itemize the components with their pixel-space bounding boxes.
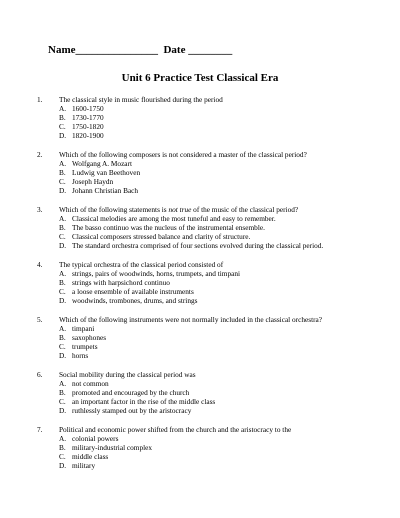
- question-number: 5.: [37, 315, 43, 325]
- question-number: 3.: [37, 205, 43, 215]
- answer-option: [37, 462, 392, 471]
- option-text: 1750-1820: [72, 121, 104, 131]
- option-text: military: [72, 460, 96, 470]
- option-letter: D.: [59, 185, 67, 195]
- option-letter: C.: [59, 286, 66, 296]
- question-5: [37, 316, 392, 361]
- option-letter: B.: [59, 222, 66, 232]
- question-text: Which of the following composers is not considered a master of the classical period?: [59, 150, 307, 160]
- answer-option: [37, 187, 392, 196]
- question-7: [37, 426, 392, 471]
- option-letter: C.: [59, 121, 66, 131]
- option-text: Ludwig van Beethoven: [72, 167, 141, 177]
- option-letter: D.: [59, 240, 67, 250]
- question-number: 6.: [37, 370, 43, 380]
- option-letter: A.: [59, 158, 67, 168]
- option-text: Wolfgang A. Mozart: [72, 158, 133, 168]
- option-text: 1600-1750: [72, 103, 104, 113]
- option-text: an important factor in the rise of the middle class: [72, 396, 216, 406]
- question-6: [37, 371, 392, 416]
- option-text: promoted and encouraged by the church: [72, 387, 190, 397]
- option-letter: C.: [59, 451, 66, 461]
- question-1: [37, 96, 392, 141]
- option-text: timpani: [72, 324, 95, 334]
- option-letter: C.: [59, 176, 66, 186]
- option-text: horns: [72, 350, 89, 360]
- question-text: The typical orchestra of the classical period consisted of: [59, 260, 224, 270]
- option-text: 1820-1900: [72, 130, 104, 140]
- option-letter: D.: [59, 460, 67, 470]
- question-number: 7.: [37, 425, 43, 435]
- option-letter: B.: [59, 387, 66, 397]
- option-text: trumpets: [72, 341, 98, 351]
- option-letter: B.: [59, 443, 66, 452]
- question-number: 1.: [37, 95, 43, 104]
- option-text: strings, pairs of woodwinds, horns, trumpets, and timpani: [72, 269, 241, 278]
- option-letter: B.: [59, 277, 66, 287]
- answer-option: [37, 132, 392, 141]
- option-text: not common: [72, 379, 109, 389]
- option-letter: D.: [59, 295, 67, 305]
- option-text: Classical composers stressed balance and clarity of structure.: [72, 231, 251, 241]
- question-number: 4.: [37, 260, 43, 270]
- option-letter: D.: [59, 350, 67, 360]
- option-letter: D.: [59, 130, 67, 140]
- option-letter: A.: [59, 379, 67, 389]
- question-text-before: Which of the following statements is: [59, 205, 169, 215]
- option-text: Joseph Haydn: [72, 176, 114, 186]
- question-4: [37, 261, 392, 306]
- option-text: 1730-1770: [72, 112, 104, 122]
- option-text: Johann Christian Bach: [72, 185, 139, 195]
- option-text: military-industrial complex: [72, 443, 153, 452]
- option-text: woodwinds, trombones, drums, and strings: [72, 295, 198, 305]
- option-text: middle class: [72, 451, 109, 461]
- question-text-after: of the music of the classical period?: [191, 205, 299, 215]
- answer-option: [37, 352, 392, 361]
- option-text: ruthlessly stamped out by the aristocracy: [72, 405, 192, 415]
- option-letter: B.: [59, 167, 66, 177]
- question-text: The classical style in music flourished during the period: [59, 95, 223, 104]
- option-letter: C.: [59, 396, 66, 406]
- question-number: 2.: [37, 150, 43, 160]
- option-text: The basso continuo was the nucleus of the instrumental ensemble.: [72, 222, 265, 232]
- answer-option: [37, 297, 392, 306]
- question-list: [37, 96, 392, 481]
- option-letter: C.: [59, 231, 66, 241]
- question-text-emphasis: not true: [168, 205, 192, 215]
- question-text: Social mobility during the classical period was: [59, 370, 196, 380]
- question-3: [37, 206, 392, 251]
- option-text: saxophones: [72, 332, 107, 342]
- option-text: a loose ensemble of available instruments: [72, 286, 194, 296]
- option-text: strings with harpsichord continuo: [72, 277, 170, 287]
- option-text: Classical melodies are among the most tuneful and easy to remember.: [72, 213, 276, 223]
- question-text: Which of the following instruments were not normally included in the classical orchestra?: [59, 315, 323, 325]
- answer-option: [37, 242, 392, 251]
- answer-option: [37, 407, 392, 416]
- option-letter: A.: [59, 103, 67, 113]
- option-letter: A.: [59, 434, 67, 444]
- question-text: Political and economic power shifted from the church and the aristocracy to the: [59, 425, 292, 435]
- option-letter: A.: [59, 324, 67, 334]
- name-date-line: Name_______________ Date ________: [48, 44, 233, 56]
- option-letter: A.: [59, 269, 67, 278]
- option-text: colonial powers: [72, 434, 119, 444]
- option-letter: A.: [59, 213, 67, 223]
- question-2: [37, 151, 392, 196]
- answer-option: [37, 343, 392, 352]
- option-text: The standard orchestra comprised of four sections evolved during the classical period.: [72, 240, 324, 250]
- option-letter: C.: [59, 341, 66, 351]
- option-letter: D.: [59, 405, 67, 415]
- option-letter: B.: [59, 332, 66, 342]
- page-title: Unit 6 Practice Test Classical Era: [121, 72, 279, 84]
- option-letter: B.: [59, 112, 66, 122]
